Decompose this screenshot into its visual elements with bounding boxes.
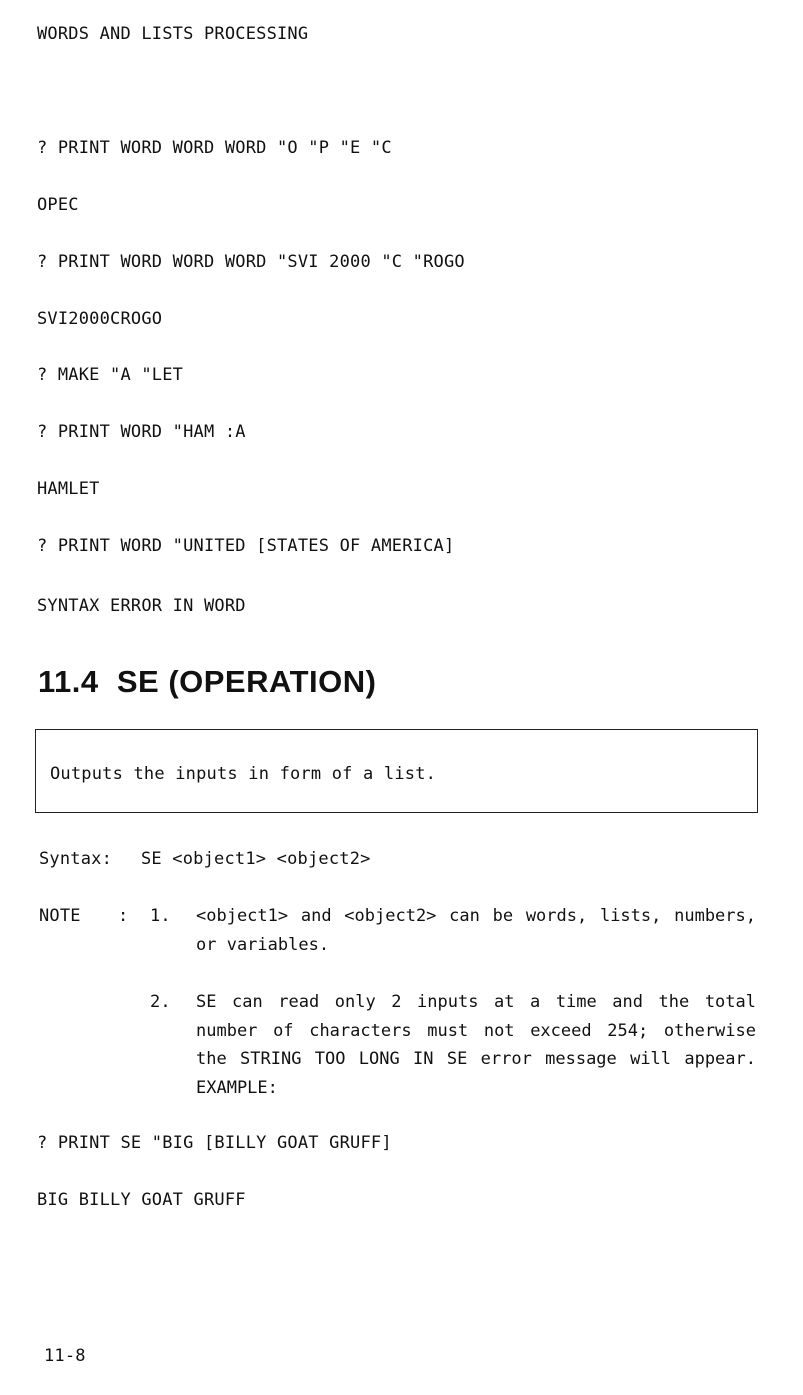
note-text: <object1> and <object2> can be words, lists, numbers, or variables. [196,906,756,955]
syntax-label: Syntax: [39,849,113,869]
note-number: 1. [150,906,171,926]
example-line: ? PRINT WORD "HAM :A [37,422,246,442]
example-line: ? PRINT SE "BIG [BILLY GOAT GRUFF] [37,1133,392,1153]
example-output: HAMLET [37,479,100,499]
running-title: WORDS AND LISTS PROCESSING [37,24,309,44]
example-line: ? MAKE "A "LET [37,365,184,385]
example-output: BIG BILLY GOAT GRUFF [37,1190,246,1210]
section-heading: 11.4 SE (OPERATION) [38,664,377,699]
note-text: SE can read only 2 inputs at a time and the total number of characters must not exceed 254; otherwise the STRING TOO LONG IN SE error message will appear. EXAMPLE: [196,992,756,1098]
example-line: ? PRINT WORD WORD WORD "SVI 2000 "C "ROGO [37,252,465,272]
description-text: Outputs the inputs in form of a list. [50,764,437,784]
example-line: ? PRINT WORD "UNITED [STATES OF AMERICA] [37,536,455,556]
syntax-value: SE <object1> <object2> [141,849,371,869]
description-box [35,729,758,813]
note-colon: : [118,906,129,926]
example-output: SVI2000CROGO [37,309,163,329]
example-line: ? PRINT WORD WORD WORD "O "P "E "C [37,138,392,158]
note-number: 2. [150,992,171,1012]
note-label: NOTE [39,906,81,926]
example-error: SYNTAX ERROR IN WORD [37,596,246,616]
example-output: OPEC [37,195,79,215]
page-number: 11-8 [44,1346,86,1366]
